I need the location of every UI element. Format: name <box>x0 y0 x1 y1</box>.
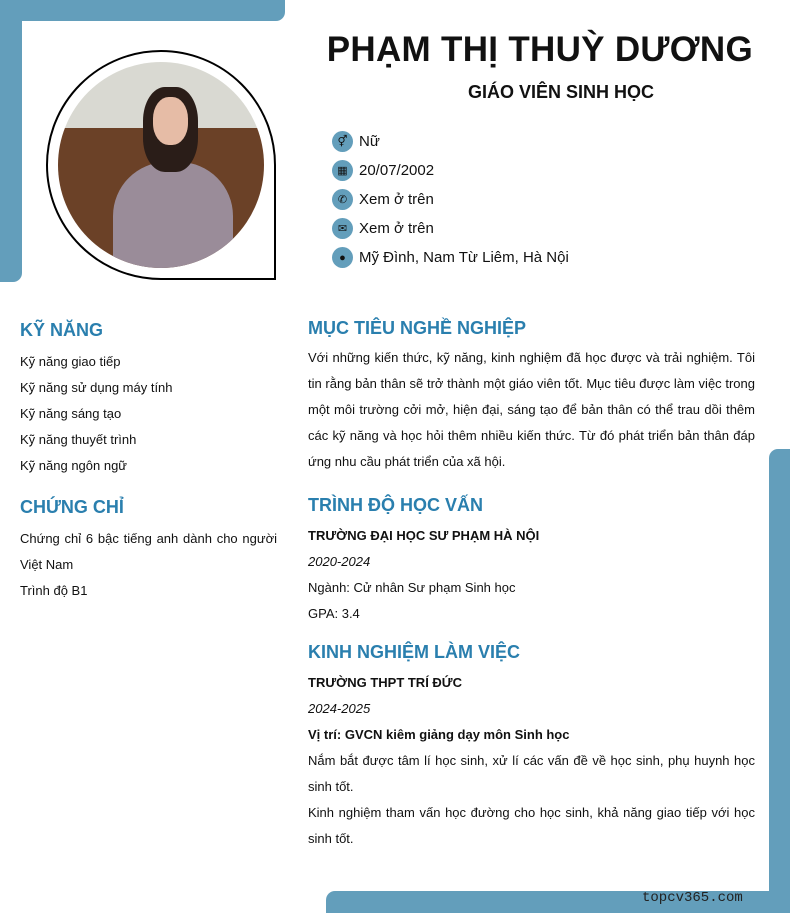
experience-desc: Nắm bắt được tâm lí học sinh, xử lí các vấn đề về học sinh, phụ huynh học sinh tốt. <box>308 753 755 794</box>
experience-block <box>308 670 755 852</box>
left-decor-bar <box>0 0 22 282</box>
profile-photo <box>58 62 264 268</box>
skill-item: Kỹ năng thuyết trình <box>20 432 137 447</box>
skills-heading: KỸ NĂNG <box>20 320 104 340</box>
skills-list <box>20 349 280 479</box>
cert-item: Chứng chỉ 6 bậc tiếng anh dành cho người Việt Nam <box>20 531 277 572</box>
candidate-name: PHẠM THỊ THUỲ DƯƠNG <box>326 30 753 69</box>
education-heading: TRÌNH ĐỘ HỌC VẤN <box>308 495 483 515</box>
education-block <box>308 523 755 627</box>
major: Ngành: Cử nhân Sư phạm Sinh học <box>308 580 516 595</box>
job-title: GIÁO VIÊN SINH HỌC <box>467 82 654 102</box>
info-text: Xem ở trên <box>359 191 434 208</box>
calendar-icon: ▦ <box>332 160 353 181</box>
objective-heading: MỤC TIÊU NGHỀ NGHIỆP <box>308 318 527 338</box>
watermark: topcv365.com <box>642 890 743 906</box>
location-icon: ● <box>332 247 353 268</box>
info-gender <box>332 131 380 152</box>
skill-item: Kỹ năng ngôn ngữ <box>20 458 128 473</box>
info-email <box>332 218 434 239</box>
education-years: 2020-2024 <box>308 554 371 569</box>
info-text: Xem ở trên <box>359 220 434 237</box>
employer-name: TRƯỜNG THPT TRÍ ĐỨC <box>308 675 462 690</box>
school-name: TRƯỜNG ĐẠI HỌC SƯ PHẠM HÀ NỘI <box>308 528 540 543</box>
certs-heading: CHỨNG CHỈ <box>20 497 124 517</box>
email-icon: ✉ <box>332 218 353 239</box>
skill-item: Kỹ năng sáng tạo <box>20 406 122 421</box>
skill-item: Kỹ năng giao tiếp <box>20 354 121 369</box>
info-birthday <box>332 160 434 181</box>
right-decor-bar <box>769 449 790 913</box>
skill-item: Kỹ năng sử dụng máy tính <box>20 380 173 395</box>
position: Vị trí: GVCN kiêm giảng dạy môn Sinh học <box>308 727 570 742</box>
certs-list <box>20 526 277 604</box>
cert-item: Trình độ B1 <box>20 583 88 598</box>
phone-icon: ✆ <box>332 189 353 210</box>
info-address <box>332 247 569 268</box>
info-text: 20/07/2002 <box>359 162 435 179</box>
info-phone <box>332 189 434 210</box>
info-text: Nữ <box>359 133 380 150</box>
gender-icon: ⚥ <box>332 131 353 152</box>
objective-text: Với những kiến thức, kỹ năng, kinh nghiệm đã học được và trải nghiệm. Tôi tin rằng bản thân sẽ trở thành một giáo viên tốt. Mục tiêu được làm việc trong một môi trường cởi mở, hiện đại, sáng tạo để bản thân có thể trau dồi thêm các kỹ năng và học hỏi thêm nhiều kiến thức. Từ đó phát triển bản thân đáp ứng nhu cầu phát triển của xã hội. <box>308 350 755 469</box>
gpa: GPA: 3.4 <box>308 606 360 621</box>
experience-years: 2024-2025 <box>308 701 371 716</box>
top-decor-bar <box>0 0 285 21</box>
experience-desc: Kinh nghiệm tham vấn học đường cho học sinh, khả năng giao tiếp với học sinh tốt. <box>308 805 755 846</box>
experience-heading: KINH NGHIỆM LÀM VIỆC <box>308 642 521 662</box>
info-text: Mỹ Đình, Nam Từ Liêm, Hà Nội <box>359 249 569 266</box>
